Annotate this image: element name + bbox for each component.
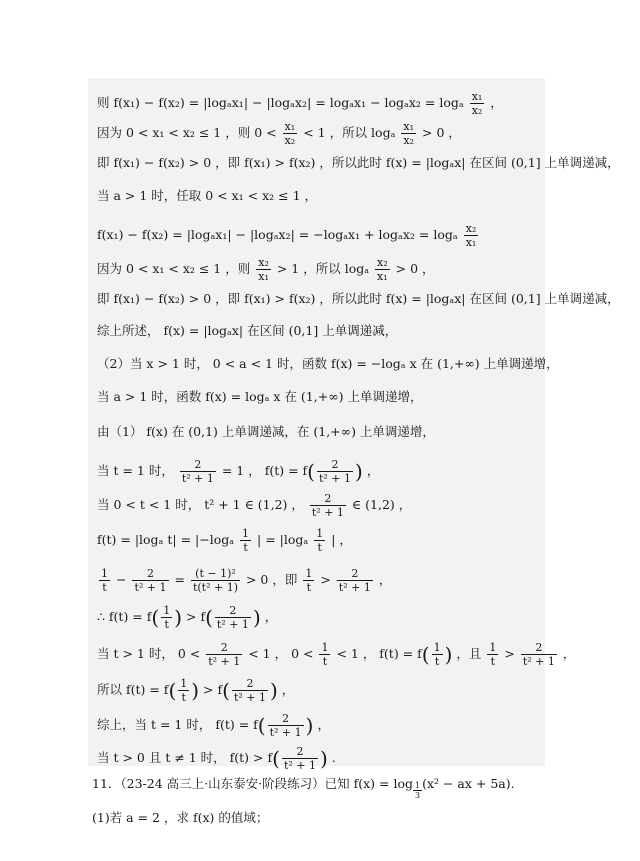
solution-line-19: 综上，当 t = 1 时， f(t) = f( $\frac{2}{\text{t² + 1}}$ ) ， (97, 712, 330, 739)
solution-line-4: 当 a > 1 时，任取 0 < x₁ < x₂ ≤ 1 ， (97, 188, 318, 203)
solution-line-13: 当 0 < t < 1 时， t² + 1 ∈ (1,2) ， $\frac{2}{\text{t² + 1}}$ ∈ (1,2) ， (97, 492, 412, 519)
solution-line-10: 当 a > 1 时，函数 f(x) = logₐ x 在 (1,+∞) 上单调递增， (97, 389, 423, 404)
solution-line-8: 综上所述， f(x) = |logₐx| 在区间 (0,1] 上单调递减， (97, 323, 398, 338)
solution-line-20: 当 t > 0 且 t ≠ 1 时， f(t) > f( $\frac{2}{\text{t² + 1}}$ ) . (97, 745, 336, 772)
question-11-part-1: (1)若 a = 2 ，求 f(x) 的值域； (92, 810, 269, 825)
solution-line-18: 所以 f(t) = f( $\frac{1}{t}$ ) > f( $\frac{2}{\text{t² + 1}}$ ) ， (97, 677, 295, 704)
solution-line-3: 即 f(x₁) − f(x₂) > 0 ，即 f(x₁) > f(x₂) ，所以此时 f(x) = |logₐx| 在区间 (0,1] 上单调递减， (97, 155, 620, 170)
solution-line-7: 即 f(x₁) − f(x₂) > 0 ，即 f(x₁) > f(x₂) ，所以此时 f(x) = |logₐx| 在区间 (0,1] 上单调递减， (97, 291, 620, 306)
solution-line-14: f(t) = |logₐ t| = |−logₐ $\frac{1}{t}$ | = |logₐ $\frac{1}{t}$ | ， (97, 527, 352, 554)
fraction: $\frac{\text{x₁}}{\text{x₂}}$ (471, 90, 483, 117)
question-11-stem: 11．（23-24 高三上·山东泰安·阶段练习）已知 f(x) = log $\frac{1}{3}$ (x² − ax + 5a). (92, 776, 515, 800)
solution-line-6: 因为 0 < x₁ < x₂ ≤ 1 ，则 $\frac{\text{x₂}}{\text{x₁}}$ > 1 ，所以 logₐ $\frac{\text{x₂}}{\text{x₁}}$ > 0 ， (97, 256, 435, 283)
solution-line-15: $\frac{1}{t}$ − $\frac{2}{\text{t² + 1}}$ = $\frac{\text{(t − 1)²}}{\text{t(t² + 1)}}$ > 0 ，即 $\frac{1}{t}$ > $\frac{2}{\text{t² + 1}}$ ， (101, 567, 392, 594)
solution-line-12: 当 t = 1 时， $\frac{2}{\text{t² + 1}}$ = 1 ， f(t) = f( $\frac{2}{\text{t² + 1}}$ ) ， (97, 458, 380, 485)
solution-line-11: 由（1） f(x) 在 (0,1) 上单调递减，在 (1,+∞) 上单调递增， (97, 424, 435, 439)
solution-line-2: 因为 0 < x₁ < x₂ ≤ 1 ，则 0 < $\frac{\text{x₁}}{\text{x₂}}$ < 1 ，所以 logₐ $\frac{\text{x₁}}{\text{x₂}}$ > 0 ， (97, 120, 461, 147)
solution-line-16: ∴ f(t) = f( $\frac{1}{t}$ ) > f( $\frac{2}{\text{t² + 1}}$ ) ， (97, 604, 278, 631)
solution-line-1: 则 f(x₁) − f(x₂) = |logₐx₁| − |logₐx₂| = logₐx₁ − logₐx₂ = logₐ $\frac{\text{x₁}}{\text{x₂}}$ ， (97, 90, 503, 117)
solution-line-5: f(x₁) − f(x₂) = |logₐx₁| − |logₐx₂| = −logₐx₁ + logₐx₂ = logₐ $\frac{\text{x₂}}{\text{x₁}}$ (97, 222, 477, 249)
solution-line-9: （2）当 x > 1 时， 0 < a < 1 时，函数 f(x) = −logₐ x 在 (1,+∞) 上单调递增， (97, 356, 559, 371)
solution-line-17: 当 t > 1 时， 0 < $\frac{2}{\text{t² + 1}}$ < 1 ， 0 < $\frac{1}{t}$ < 1 ， f(t) = f( $\frac{1}{t}$ ) ，且 $\frac{1}{t}$ > $\frac{2}{\text{t² + 1}}$ ， (97, 641, 576, 668)
